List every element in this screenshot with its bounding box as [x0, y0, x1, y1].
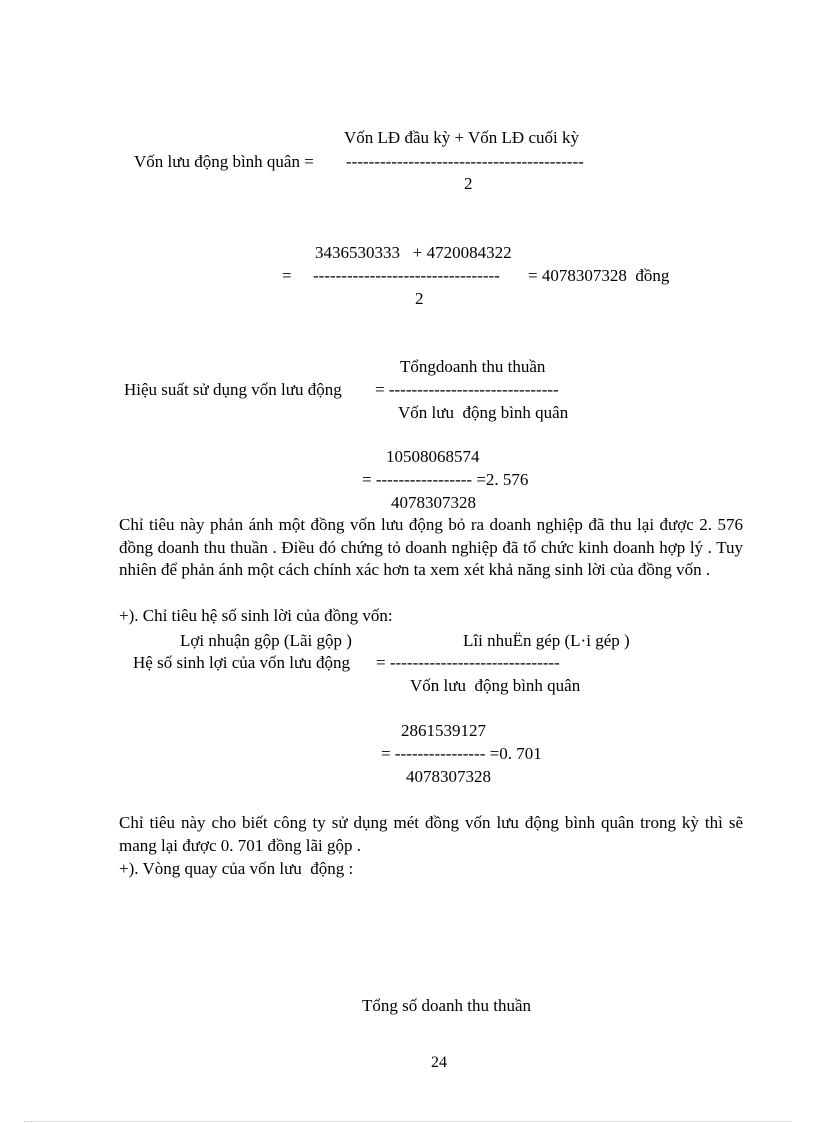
- profit-label: Hệ số sinh lợi của vốn lưu động: [133, 653, 350, 672]
- efficiency-calc-denominator: 4078307328: [391, 493, 476, 512]
- efficiency-calc-bar: = ----------------- =2. 576: [362, 470, 529, 489]
- profit-ratio-heading: +). Chỉ tiêu hệ số sinh lời của đồng vốn:: [119, 606, 393, 625]
- turnover-numerator: Tổng số doanh thu thuần: [362, 996, 532, 1015]
- profit-calc-numerator: 2861539127: [401, 721, 486, 740]
- avg-capital-label: Vốn lưu động bình quân =: [134, 152, 314, 171]
- efficiency-denominator: Vốn lưu động bình quân: [398, 403, 569, 422]
- avg-capital-calc-denominator: 2: [415, 289, 424, 308]
- avg-capital-calc-bar: ---------------------------------: [313, 266, 500, 285]
- efficiency-fraction-bar: = ------------------------------: [375, 380, 559, 399]
- avg-capital-calc-numerator: 3436530333 + 4720084322: [315, 243, 512, 262]
- avg-capital-calc-eq: =: [282, 266, 292, 285]
- efficiency-label: Hiệu suất sử dụng vốn lưu động: [124, 380, 342, 399]
- profit-numerator-garbled: Lîi nhuËn gép (L·i gép ): [463, 631, 630, 650]
- profit-calc-denominator: 4078307328: [406, 767, 491, 786]
- avg-capital-fraction-bar: ------------------------------------------: [346, 152, 584, 171]
- page-bottom-edge: [24, 1121, 792, 1122]
- efficiency-calc-numerator: 10508068574: [386, 447, 480, 466]
- turnover-heading: +). Vòng quay của vốn lưu động :: [119, 859, 354, 878]
- efficiency-explanation-paragraph: Chỉ tiêu này phản ánh một đồng vốn lưu động bỏ ra doanh nghiệp đã thu lại được 2. 576 đồng doanh thu thuần . Điều đó chứng tỏ doanh nghiệp đã tổ chức kinh doanh hợp lý . Tuy nhiên để phản ánh một cách chính xác hơn ta xem xét khả năng sinh lời của đồng vốn .: [119, 515, 743, 579]
- profit-numerator: Lợi nhuận gộp (Lãi gộp ): [180, 631, 352, 650]
- avg-capital-denominator: 2: [464, 174, 473, 193]
- page-number: 24: [431, 1054, 447, 1071]
- avg-capital-calc-result: = 4078307328 đồng: [528, 266, 670, 285]
- profit-fraction-bar: = ------------------------------: [376, 653, 560, 672]
- profit-calc-bar: = ---------------- =0. 701: [381, 744, 542, 763]
- profit-explanation-paragraph: Chỉ tiêu này cho biết công ty sử dụng mét đồng vốn lưu động bình quân trong kỳ thì sẽ mang lại được 0. 701 đồng lãi gộp .: [119, 813, 743, 855]
- profit-denominator: Vốn lưu động bình quân: [410, 676, 581, 695]
- efficiency-numerator: Tổngdoanh thu thuần: [400, 357, 546, 376]
- avg-capital-numerator: Vốn LĐ đầu kỳ + Vốn LĐ cuối kỳ: [344, 128, 579, 147]
